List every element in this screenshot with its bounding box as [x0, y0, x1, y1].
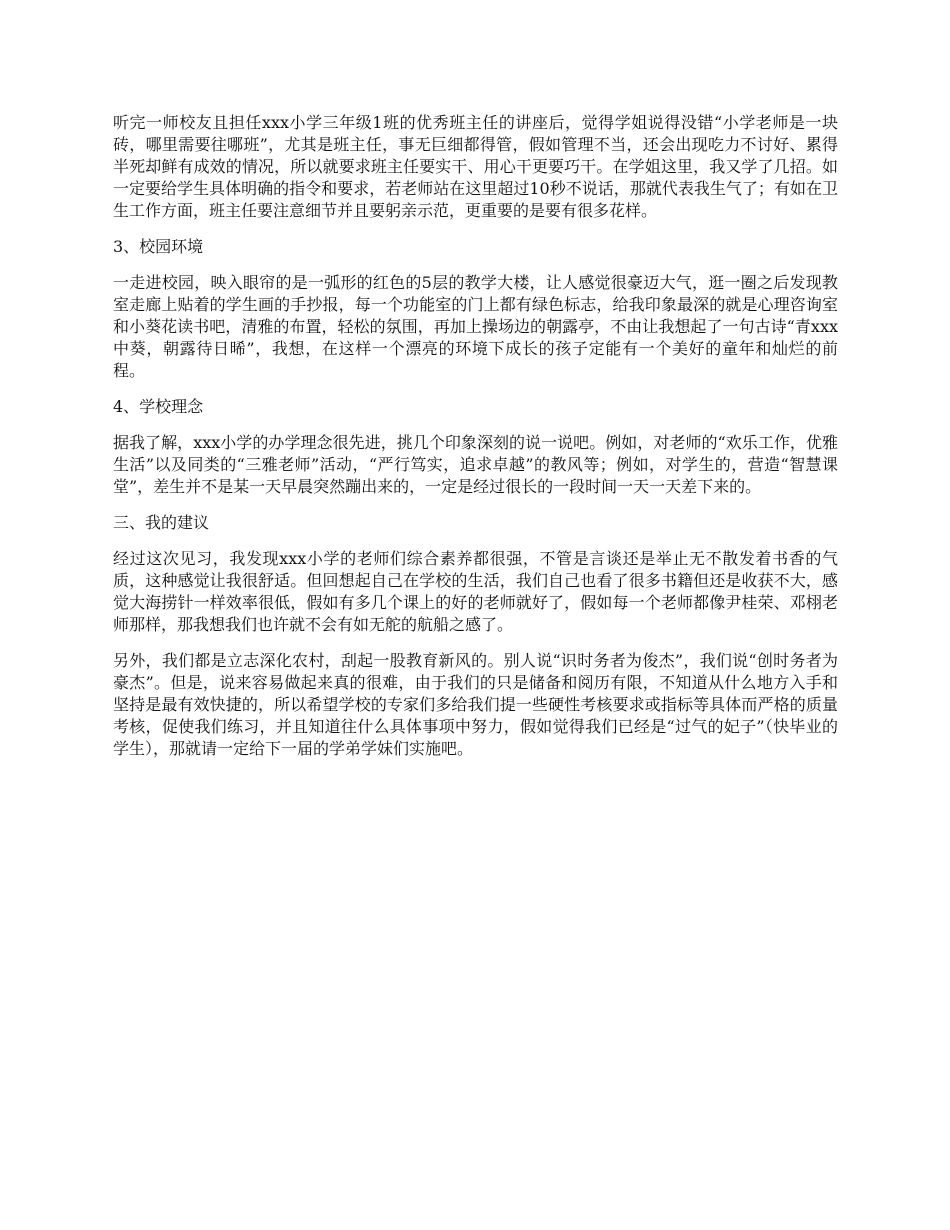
paragraph-campus-environment: 一走进校园，映入眼帘的是一弧形的红色的5层的教学大楼，让人感觉很豪迈大气，逛一圈之后发现教室走廊上贴着的学生画的手抄报，每一个功能室的门上都有绿色标志，给我印象最深的就是心理咨询室和小葵花读书吧，清雅的布置，轻松的氛围，再加上操场边的朝露亭，不由让我想起了一句古诗“青xxx中葵，朝露待日晞”，我想，在这样一个漂亮的环境下成长的孩子定能有一个美好的童年和灿烂的前程。 — [113, 273, 838, 380]
document-body — [113, 112, 838, 774]
paragraph-head-teacher-lecture: 听完一师校友且担任xxx小学三年级1班的优秀班主任的讲座后，觉得学姐说得没错“小学老师是一块砖，哪里需要往哪班”，尤其是班主任，事无巨细都得管，假如管理不当，还会出现吃力不讨好、累得半死却鲜有成效的情况，所以就要求班主任要实干、用心干更要巧干。在学姐这里，我又学了几招。如一定要给学生具体明确的指令和要求，若老师站在这里超过10秒不说话，那就代表我生气了；有如在卫生工作方面，班主任要注意细节并且要躬亲示范，更重要的是要有很多花样。 — [113, 113, 838, 220]
paragraph-suggestions-teachers: 经过这次见习，我发现xxx小学的老师们综合素养都很强，不管是言谈还是举止无不散发着书香的气质，这种感觉让我很舒适。但回想起自己在学校的生活，我们自己也看了很多书籍但还是收获不大，感觉大海捞针一样效率很低，假如有多几个课上的好的老师就好了，假如每一个老师都像尹桂荣、邓栩老师那样，那我想我们也许就不会有如无舵的航船之感了。 — [113, 549, 838, 634]
paragraph-suggestions-rural-education: 另外，我们都是立志深化农村，刮起一股教育新风的。别人说“识时务者为俊杰”，我们说“创时务者为豪杰”。但是，说来容易做起来真的很难，由于我们的只是储备和阅历有限，不知道从什么地方入手和坚持是最有效快捷的，所以希望学校的专家们多给我们提一些硬性考核要求或指标等具体而严格的质量考核，促使我们练习，并且知道往什么具体事项中努力，假如觉得我们已经是“过气的妃子”（快毕业的学生），那就请一定给下一届的学弟学妹们实施吧。 — [113, 651, 838, 758]
section-heading-campus-environment: 3、校园环境 — [113, 237, 204, 256]
section-heading-school-philosophy: 4、学校理念 — [113, 397, 204, 416]
section-heading-my-suggestions: 三、我的建议 — [113, 513, 210, 532]
paragraph-school-philosophy: 据我了解，xxx小学的办学理念很先进，挑几个印象深刻的说一说吧。例如，对老师的“欢乐工作，优雅生活”以及同类的“三雅老师”活动，“严行笃实，追求卓越”的教风等；例如，对学生的，营造“智慧课堂”，差生并不是某一天早晨突然蹦出来的，一定是经过很长的一段时间一天一天差下来的。 — [113, 433, 838, 496]
